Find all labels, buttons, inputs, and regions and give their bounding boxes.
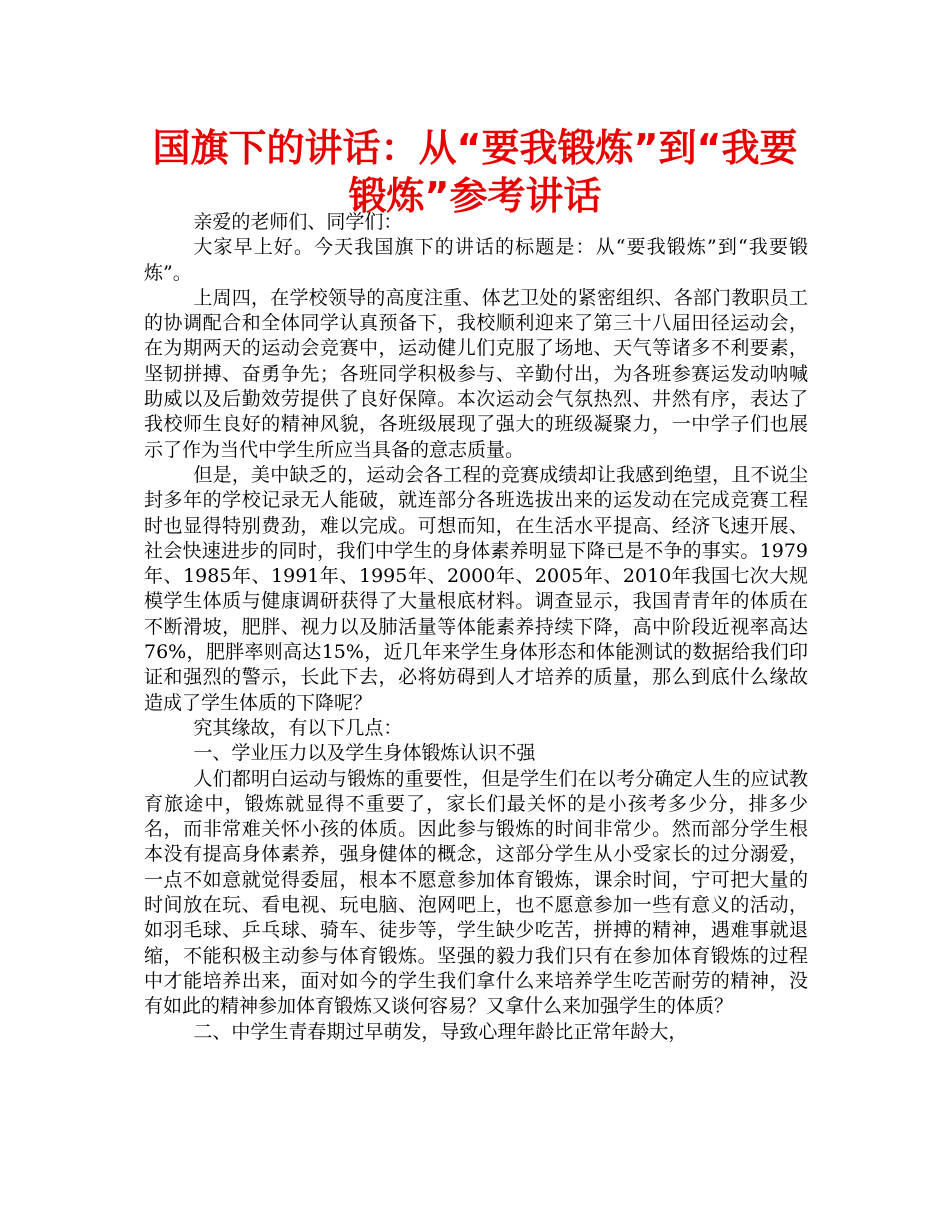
salutation-paragraph: 亲爱的老师们、同学们： [193,211,403,233]
section-heading: 一、学业压力以及学生身体锻炼认识不强 [193,742,536,765]
document-title: 国旗下的讲话：从“要我锻炼”到“我要锻炼”参考讲话 [152,126,798,218]
body-paragraph: 但是，美中缺乏的，运动会各工程的竞赛成绩却让我感到绝望，且不说尘封多年的学校记录无人能破，就连部分各班选拔出来的运发动在完成竞赛工程时也显得特别费劲，难以完成。可想而知，在生活水平提高、经济飞速开展、社会快速进步的同时，我们中学生的身体素养明显下降已是不争的事实。1979年、1985年、1991年、1995年、2000年、2005年、2010年我国七次大规模学生体质与健康调研获得了大量根底材料。调查显示，我国青青年的体质在不断滑坡，肥胖、视力以及肺活量等体能素养持续下降，高中阶段近视率高达76%，肥胖率则高达15%，近几年来学生身体形态和体能测试的数据给我们印证和强烈的警示，长此下去，必将妨碍到人才培养的质量，那么到底什么缘故造成了学生体质的下降呢？ [144,463,808,714]
body-paragraph: 上周四，在学校领导的高度注重、体艺卫处的紧密组织、各部门教职员工的协调配合和全体同学认真预备下，我校顺利迎来了第三十八届田径运动会，在为期两天的运动会竞赛中，运动健儿们克服了场地、天气等诸多不利要素，坚韧拼搏、奋勇争先；各班同学积极参与、辛勤付出，为各班参赛运发动呐喊助威以及后勤效劳提供了良好保障。本次运动会气氛热烈、井然有序，表达了我校师生良好的精神风貌，各班级展现了强大的班级凝聚力，一中学子们也展示了作为当代中学生所应当具备的意志质量。 [144,286,808,461]
section-heading: 二、中学生青春期过早萌发，导致心理年龄比正常年龄大， [193,1020,688,1043]
body-paragraph: 人们都明白运动与锻炼的重要性，但是学生们在以考分确定人生的应试教育旅途中，锻炼就显得不重要了，家长们最关怀的是小孩考多少分，排多少名，而非常难关怀小孩的体质。因此参与锻炼的时间非常少。然而部分学生根本没有提高身体素养，强身健体的概念，这部分学生从小受家长的过分溺爱，一点不如意就觉得委屈，根本不愿意参加体育锻炼，课余时间，宁可把大量的时间放在玩、看电视、玩电脑、泡网吧上，也不愿意参加一些有意义的活动，如羽毛球、乒乓球、骑车、徒步等，学生缺少吃苦，拼搏的精神，遇难事就退缩，不能积极主动参与体育锻炼。坚强的毅力我们只有在参加体育锻炼的过程中才能培养出来，面对如今的学生我们拿什么来培养学生吃苦耐劳的精神，没有如此的精神参加体育锻炼又谈何容易？又拿什么来加强学生的体质？ [144,767,808,1018]
body-paragraph: 究其缘故，有以下几点： [193,716,403,739]
document-body [144,210,808,1045]
greeting-paragraph: 大家早上好。今天我国旗下的讲话的标题是：从“要我锻炼”到“我要锻炼”。 [144,236,808,284]
